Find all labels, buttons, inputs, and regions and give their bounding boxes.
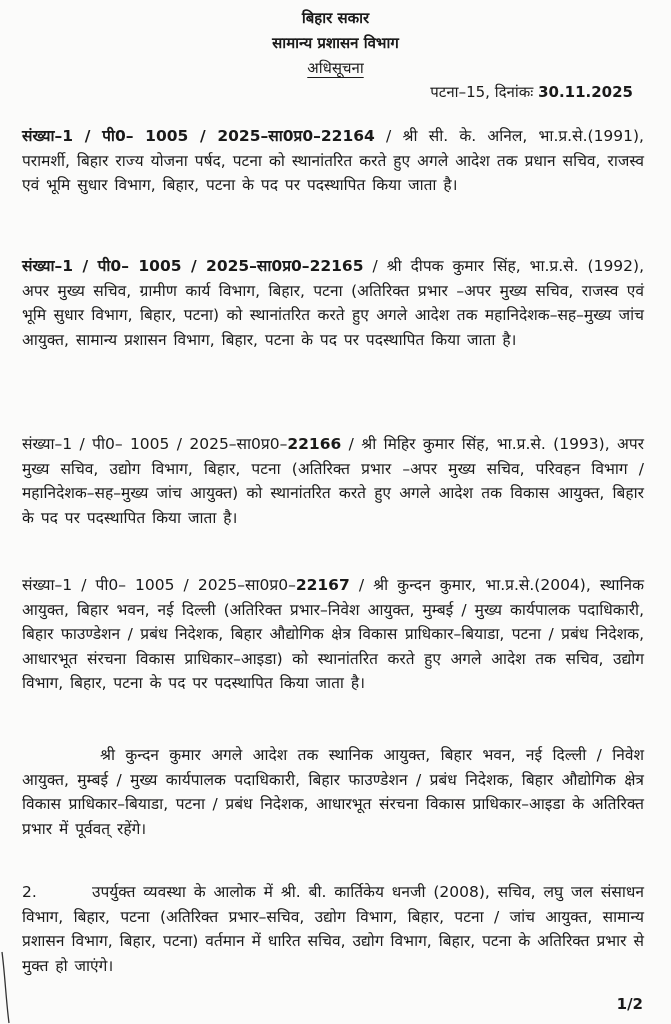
order-ref: संख्या–1 / पी0– 1005 / 2025–सा0प्र0–22166	[22, 435, 342, 453]
order-paragraph-3	[22, 432, 644, 530]
page-number: 1/2	[616, 995, 643, 1013]
order-paragraph-2	[22, 254, 644, 352]
order-ref: संख्या–1 / पी0– 1005 / 2025–सा0प्र0–22167	[22, 576, 350, 594]
dateline-place: पटना–15, दिनांकः	[430, 83, 534, 101]
order-text: / श्री मिहिर कुमार सिंह, भा.प्र.से. (1993), अपर मुख्य सचिव, उद्योग विभाग, बिहार, पटना (अतिरिक्त प्रभार –अपर मुख्य सचिव, परिवहन विभाग / महानिदेशक–सह–मुख्य जांच आयुक्त) को स्थानांतरित करते हुए अगले आदेश तक विकास आयुक्त, बिहार के पद पर पदस्थापित किया जाता है।	[22, 435, 644, 527]
dateline	[430, 82, 633, 102]
additional-charge-paragraph: श्री कुन्दन कुमार अगले आदेश तक स्थानिक आयुक्त, बिहार भवन, नई दिल्ली / निवेश आयुक्त, मुम्बई / मुख्य कार्यपालक पदाधिकारी, बिहार फाउण्डेशन / प्रबंध निदेशक, बिहार औद्योगिक क्षेत्र विकास प्राधिकार–बियाडा, पटना / प्रबंध निदेशक, आधारभूत संरचना विकास प्राधिकार–आइडा के अतिरिक्त प्रभार में पूर्ववत् रहेंगे।	[22, 746, 644, 838]
dateline-date: 30.11.2025	[538, 83, 633, 101]
order-paragraph-4	[22, 573, 644, 696]
header-government: बिहार सकार	[301, 9, 370, 27]
pen-margin-mark	[0, 950, 14, 1024]
order-paragraph-1	[22, 124, 644, 198]
order-text: / श्री सी. के. अनिल, भा.प्र.से.(1991), परामर्शी, बिहार राज्य योजना पर्षद, पटना को स्थानांतरित करते हुए अगले आदेश तक प्रधान सचिव, राजस्व एवं भूमि सुधार विभाग, बिहार, पटना के पद पर पदस्थापित किया जाता है।	[22, 127, 644, 194]
order-ref: संख्या–1 / पी0– 1005 / 2025–सा0प्र0–22164	[22, 127, 375, 145]
paragraph-number: 2.	[22, 883, 37, 901]
header-notification: अधिसूचना	[307, 59, 364, 77]
relief-paragraph	[22, 880, 644, 978]
header-department: सामान्य प्रशासन विभाग	[272, 34, 399, 52]
relief-text: उपर्युक्त व्यवस्था के आलोक में श्री. बी. कार्तिकेय धनजी (2008), सचिव, लघु जल संसाधन विभाग, बिहार, पटना (अतिरिक्त प्रभार–सचिव, उद्योग विभाग, बिहार, पटना / जांच आयुक्त, सामान्य प्रशासन विभाग, बिहार, पटना) वर्तमान में धारित सचिव, उद्योग विभाग, बिहार, पटना के अतिरिक्त प्रभार से मुक्त हो जाएंगे।	[22, 883, 644, 975]
order-ref: संख्या–1 / पी0– 1005 / 2025–सा0प्र0–22165	[22, 257, 364, 275]
order-text: / श्री कुन्दन कुमार, भा.प्र.से.(2004), स्थानिक आयुक्त, बिहार भवन, नई दिल्ली (अतिरिक्त प्रभार–निवेश आयुक्त, मुम्बई / मुख्य कार्यपालक पदाधिकारी, बिहार फाउण्डेशन / प्रबंध निदेशक, बिहार औद्योगिक क्षेत्र विकास प्राधिकार–बियाडा, पटना / प्रबंध निदेशक, आधारभूत संरचना विकास प्राधिकार–आइडा) को स्थानांतरित करते हुए अगले आदेश तक सचिव, उद्योग विभाग, बिहार, पटना के पद पर पदस्थापित किया जाता है।	[22, 576, 644, 692]
order-text: / श्री दीपक कुमार सिंह, भा.प्र.से. (1992), अपर मुख्य सचिव, ग्रामीण कार्य विभाग, बिहार, पटना (अतिरिक्त प्रभार –अपर मुख्य सचिव, राजस्व एवं भूमि सुधार विभाग, बिहार, पटना) को स्थानांतरित करते हुए अगले आदेश तक महानिदेशक–सह–मुख्य जांच आयुक्त, सामान्य प्रशासन विभाग, बिहार, पटना के पद पर पदस्थापित किया जाता है।	[22, 257, 644, 349]
